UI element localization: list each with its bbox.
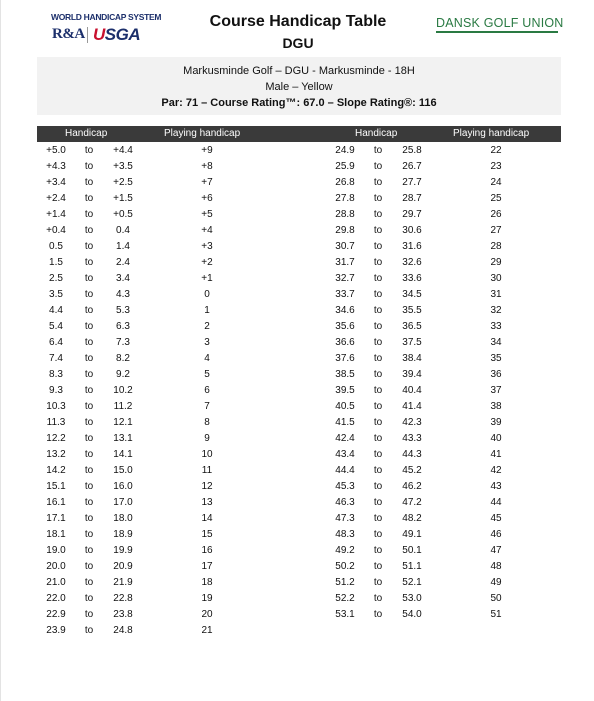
handicap-to: 50.1 [402,545,422,556]
playing-handicap: +1 [201,273,213,284]
to-label: to [84,545,94,556]
handicap-from: 34.6 [335,305,355,316]
handicap-to: 26.7 [402,161,422,172]
handicap-to: +3.5 [113,161,133,172]
handicap-to: 38.4 [402,353,422,364]
handicap-from: 40.5 [335,401,355,412]
to-label: to [84,225,94,236]
table-row [1,625,594,641]
to-label: to [373,385,383,396]
to-label: to [84,273,94,284]
to-label: to [84,385,94,396]
handicap-to: 54.0 [402,609,422,620]
to-label: to [373,481,383,492]
playing-handicap: 0 [204,289,210,300]
playing-handicap: 48 [490,561,502,572]
handicap-from: 45.3 [335,481,355,492]
to-label: to [84,449,94,460]
to-label: to [373,561,383,572]
handicap-from: 5.4 [49,321,63,332]
to-label: to [373,257,383,268]
playing-handicap: 20 [201,609,213,620]
playing-handicap: +5 [201,209,213,220]
table-row [1,449,594,465]
handicap-from: 28.8 [335,209,355,220]
handicap-from: 33.7 [335,289,355,300]
handicap-to: 42.3 [402,417,422,428]
table-row [1,593,594,609]
to-label: to [373,321,383,332]
handicap-to: 37.5 [402,337,422,348]
playing-handicap: 7 [204,401,210,412]
page-subtitle: DGU [282,35,314,51]
to-label: to [84,561,94,572]
usga-logo-u: U [93,25,105,44]
course-name: Markusminde Golf – DGU - Markusminde - 18H [183,65,415,77]
handicap-to: 5.3 [116,305,130,316]
handicap-to: 32.6 [402,257,422,268]
playing-handicap: 46 [490,529,502,540]
dgu-logo-underline [436,31,558,33]
handicap-from: 16.1 [46,497,66,508]
playing-handicap: 24 [490,177,502,188]
to-label: to [84,353,94,364]
handicap-to: 0.4 [116,225,130,236]
handicap-to: 49.1 [402,529,422,540]
handicap-from: 27.8 [335,193,355,204]
handicap-to: 18.9 [113,529,133,540]
handicap-to: 36.5 [402,321,422,332]
to-label: to [373,337,383,348]
handicap-from: 52.2 [335,593,355,604]
table-row [1,257,594,273]
to-label: to [84,369,94,380]
playing-handicap: 12 [201,481,213,492]
playing-handicap: 18 [201,577,213,588]
playing-handicap: 2 [204,321,210,332]
to-label: to [84,241,94,252]
handicap-from: 31.7 [335,257,355,268]
course-ratings: Par: 71 – Course Rating™: 67.0 – Slope Rating®: 116 [161,97,437,109]
to-label: to [373,193,383,204]
handicap-to: 12.1 [113,417,133,428]
handicap-to: 4.3 [116,289,130,300]
handicap-to: 2.4 [116,257,130,268]
table-row [1,577,594,593]
handicap-to: 46.2 [402,481,422,492]
handicap-to: 39.4 [402,369,422,380]
handicap-to: 30.6 [402,225,422,236]
playing-handicap: 37 [490,385,502,396]
to-label: to [373,545,383,556]
handicap-to: 44.3 [402,449,422,460]
handicap-from: 41.5 [335,417,355,428]
table-row [1,529,594,545]
playing-handicap: +3 [201,241,213,252]
to-label: to [373,497,383,508]
handicap-from: +2.4 [46,193,66,204]
handicap-to: 18.0 [113,513,133,524]
playing-handicap: +9 [201,145,213,156]
handicap-to: 48.2 [402,513,422,524]
to-label: to [84,337,94,348]
handicap-from: 15.1 [46,481,66,492]
playing-handicap: 32 [490,305,502,316]
handicap-to: 7.3 [116,337,130,348]
handicap-from: 53.1 [335,609,355,620]
header-playing-right: Playing handicap [453,128,530,139]
handicap-from: 7.4 [49,353,63,364]
to-label: to [84,145,94,156]
handicap-from: 37.6 [335,353,355,364]
playing-handicap: 38 [490,401,502,412]
handicap-from: 14.2 [46,465,66,476]
to-label: to [84,305,94,316]
playing-handicap: 17 [201,561,213,572]
to-label: to [373,577,383,588]
playing-handicap: 3 [204,337,210,348]
table-row [1,369,594,385]
playing-handicap: 30 [490,273,502,284]
table-row [1,561,594,577]
handicap-to: 19.9 [113,545,133,556]
dgu-logo [436,16,564,33]
table-row [1,401,594,417]
handicap-to: 51.1 [402,561,422,572]
to-label: to [373,273,383,284]
to-label: to [373,353,383,364]
playing-handicap: 28 [490,241,502,252]
handicap-to: +0.5 [113,209,133,220]
handicap-to: 22.8 [113,593,133,604]
handicap-from: 2.5 [49,273,63,284]
table-row [1,305,594,321]
to-label: to [84,497,94,508]
handicap-from: +3.4 [46,177,66,188]
playing-handicap: 5 [204,369,210,380]
to-label: to [373,465,383,476]
handicap-from: +5.0 [46,145,66,156]
to-label: to [84,433,94,444]
playing-handicap: 9 [204,433,210,444]
playing-handicap: 33 [490,321,502,332]
to-label: to [84,209,94,220]
table-row [1,241,594,257]
handicap-from: 25.9 [335,161,355,172]
handicap-from: 39.5 [335,385,355,396]
handicap-to: 8.2 [116,353,130,364]
table-row [1,273,594,289]
handicap-to: 23.8 [113,609,133,620]
handicap-to: 21.9 [113,577,133,588]
handicap-to: 20.9 [113,561,133,572]
to-label: to [373,401,383,412]
table-row [1,337,594,353]
handicap-to: 31.6 [402,241,422,252]
to-label: to [373,209,383,220]
handicap-from: 0.5 [49,241,63,252]
playing-handicap: 10 [201,449,213,460]
handicap-from: 22.0 [46,593,66,604]
table-row [1,433,594,449]
to-label: to [84,161,94,172]
handicap-to: 29.7 [402,209,422,220]
playing-handicap: 36 [490,369,502,380]
to-label: to [373,305,383,316]
to-label: to [373,161,383,172]
handicap-from: 12.2 [46,433,66,444]
to-label: to [373,609,383,620]
to-label: to [84,193,94,204]
playing-handicap: 21 [201,625,213,636]
handicap-to: 14.1 [113,449,133,460]
table-row [1,289,594,305]
handicap-to: 43.3 [402,433,422,444]
playing-handicap: 51 [490,609,502,620]
handicap-to: 34.5 [402,289,422,300]
table-row [1,177,594,193]
table-row [1,225,594,241]
handicap-to: 52.1 [402,577,422,588]
playing-handicap: 42 [490,465,502,476]
handicap-from: 38.5 [335,369,355,380]
handicap-to: 9.2 [116,369,130,380]
playing-handicap: 34 [490,337,502,348]
handicap-to: 17.0 [113,497,133,508]
playing-handicap: 15 [201,529,213,540]
table-row [1,353,594,369]
handicap-from: 36.6 [335,337,355,348]
handicap-from: 42.4 [335,433,355,444]
header-handicap-left: Handicap [65,128,108,139]
playing-handicap: 8 [204,417,210,428]
to-label: to [84,465,94,476]
to-label: to [373,241,383,252]
playing-handicap: 35 [490,353,502,364]
handicap-to: 41.4 [402,401,422,412]
handicap-from: 19.0 [46,545,66,556]
handicap-to: 6.3 [116,321,130,332]
handicap-from: 18.1 [46,529,66,540]
table-row [1,193,594,209]
course-info-box [37,57,561,115]
handicap-to: 3.4 [116,273,130,284]
playing-handicap: 13 [201,497,213,508]
to-label: to [84,289,94,300]
to-label: to [84,625,94,636]
page-title: Course Handicap Table [209,13,387,30]
handicap-from: +4.3 [46,161,66,172]
header-playing-left: Playing handicap [164,128,241,139]
playing-handicap: 6 [204,385,210,396]
handicap-from: 10.3 [46,401,66,412]
handicap-from: 17.1 [46,513,66,524]
dgu-logo-text: DANSK GOLF UNION [436,16,564,30]
table-row [1,385,594,401]
table-row [1,417,594,433]
handicap-from: 1.5 [49,257,63,268]
playing-handicap: 11 [201,465,213,476]
to-label: to [373,289,383,300]
handicap-from: 47.3 [335,513,355,524]
handicap-to: 33.6 [402,273,422,284]
playing-handicap: 44 [490,497,502,508]
course-tee: Male – Yellow [265,81,333,93]
handicap-from: 48.3 [335,529,355,540]
table-row [1,161,594,177]
to-label: to [84,577,94,588]
handicap-to: +2.5 [113,177,133,188]
to-label: to [373,225,383,236]
handicap-from: 20.0 [46,561,66,572]
to-label: to [373,449,383,460]
handicap-to: 40.4 [402,385,422,396]
handicap-from: 26.8 [335,177,355,188]
handicap-to: 35.5 [402,305,422,316]
playing-handicap: 14 [201,513,213,524]
handicap-from: 35.6 [335,321,355,332]
handicap-from: 22.9 [46,609,66,620]
handicap-to: 15.0 [113,465,133,476]
to-label: to [84,257,94,268]
handicap-to: 1.4 [116,241,130,252]
playing-handicap: 1 [204,305,210,316]
handicap-from: 32.7 [335,273,355,284]
to-label: to [373,593,383,604]
handicap-from: +0.4 [46,225,66,236]
handicap-from: 23.9 [46,625,66,636]
table-row [1,145,594,161]
playing-handicap: 16 [201,545,213,556]
handicap-to: 16.0 [113,481,133,492]
playing-handicap: 50 [490,593,502,604]
playing-handicap: 41 [490,449,502,460]
handicap-from: 6.4 [49,337,63,348]
to-label: to [84,513,94,524]
playing-handicap: 25 [490,193,502,204]
playing-handicap: 29 [490,257,502,268]
playing-handicap: 40 [490,433,502,444]
usga-logo-rest: SGA [104,25,141,44]
playing-handicap: +8 [201,161,213,172]
handicap-from: 3.5 [49,289,63,300]
playing-handicap: +6 [201,193,213,204]
playing-handicap: 4 [204,353,210,364]
playing-handicap: +7 [201,177,213,188]
handicap-from: 49.2 [335,545,355,556]
handicap-to: 45.2 [402,465,422,476]
playing-handicap: 43 [490,481,502,492]
to-label: to [373,177,383,188]
table-row [1,465,594,481]
table-row [1,497,594,513]
to-label: to [84,321,94,332]
to-label: to [84,529,94,540]
table-row [1,513,594,529]
handicap-to: 11.2 [113,401,133,412]
handicap-from: 8.3 [49,369,63,380]
handicap-to: 24.8 [113,625,133,636]
to-label: to [84,401,94,412]
handicap-from: 4.4 [49,305,63,316]
to-label: to [84,481,94,492]
handicap-to: 10.2 [113,385,133,396]
handicap-from: 9.3 [49,385,63,396]
playing-handicap: 27 [490,225,502,236]
table-header [37,126,561,142]
handicap-from: 13.2 [46,449,66,460]
playing-handicap: 26 [490,209,502,220]
to-label: to [84,609,94,620]
handicap-to: +1.5 [113,193,133,204]
handicap-to: 53.0 [402,593,422,604]
to-label: to [84,177,94,188]
handicap-from: 30.7 [335,241,355,252]
table-row [1,321,594,337]
whs-logo-text: WORLD HANDICAP SYSTEM [51,12,162,22]
header-handicap-right: Handicap [355,128,398,139]
handicap-from: 43.4 [335,449,355,460]
playing-handicap: 49 [490,577,502,588]
to-label: to [373,433,383,444]
table-row [1,545,594,561]
handicap-from: 21.0 [46,577,66,588]
playing-handicap: 23 [490,161,502,172]
to-label: to [373,417,383,428]
playing-handicap: +2 [201,257,213,268]
playing-handicap: 19 [201,593,213,604]
playing-handicap: 47 [490,545,502,556]
playing-handicap: 22 [490,145,502,156]
table-row [1,209,594,225]
handicap-to: 13.1 [113,433,133,444]
to-label: to [373,145,383,156]
to-label: to [373,513,383,524]
playing-handicap: 39 [490,417,502,428]
to-label: to [373,529,383,540]
to-label: to [84,593,94,604]
playing-handicap: 45 [490,513,502,524]
table-row [1,609,594,625]
handicap-to: 47.2 [402,497,422,508]
rna-logo: R&A [52,26,85,42]
playing-handicap: 31 [490,289,502,300]
handicap-from: +1.4 [46,209,66,220]
handicap-from: 24.9 [335,145,355,156]
handicap-from: 29.8 [335,225,355,236]
handicap-from: 11.3 [46,417,66,428]
table-row [1,481,594,497]
handicap-to: 27.7 [402,177,422,188]
handicap-to: 28.7 [402,193,422,204]
to-label: to [373,369,383,380]
handicap-from: 50.2 [335,561,355,572]
handicap-to: +4.4 [113,145,133,156]
handicap-from: 46.3 [335,497,355,508]
playing-handicap: +4 [201,225,213,236]
handicap-from: 51.2 [335,577,355,588]
to-label: to [84,417,94,428]
handicap-to: 25.8 [402,145,422,156]
handicap-from: 44.4 [335,465,355,476]
